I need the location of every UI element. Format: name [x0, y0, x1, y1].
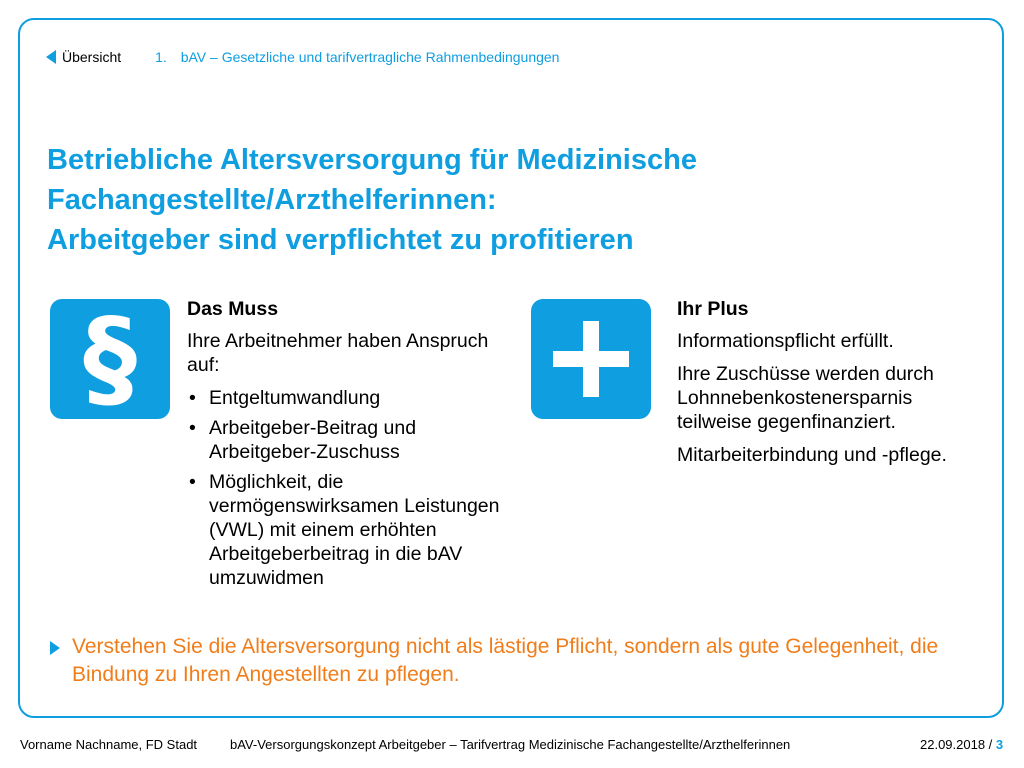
obligation-column [187, 297, 507, 596]
paragraph-sign-glyph: § [83, 296, 137, 421]
footer-author: Vorname Nachname, FD Stadt [20, 737, 198, 752]
obligation-heading: Das Muss [187, 298, 279, 320]
benefit-paragraph: Informationspflicht erfüllt. [677, 330, 894, 352]
benefit-column [677, 297, 977, 476]
obligation-intro: Ihre Arbeitnehmer haben Anspruch auf: [187, 330, 489, 376]
list-item: • Entgeltumwandlung [187, 386, 507, 410]
obligation-list [187, 386, 507, 590]
footer-date-page [920, 737, 1003, 752]
highlight-text: Verstehen Sie die Altersversorgung nicht als lästige Pflicht, sondern als gute Gelegenheit, die Bindung zu Ihren Angestellten zu pflegen. [72, 635, 939, 686]
list-item: • Arbeitgeber-Beitrag und Arbeitgeber-Zuschuss [187, 416, 507, 464]
benefit-heading: Ihr Plus [677, 298, 749, 320]
benefit-paragraph: Ihre Zuschüsse werden durch Lohnnebenkostenersparnis teilweise gegenfinanziert. [677, 363, 934, 433]
highlight-message [46, 633, 972, 689]
page-number: 3 [995, 737, 1004, 752]
breadcrumb[interactable] [155, 49, 559, 65]
title-line-3: Arbeitgeber sind verpflichtet zu profitieren [47, 224, 634, 256]
benefit-paragraph: Mitarbeiterbindung und -pflege. [677, 444, 947, 466]
overview-label: Übersicht [62, 49, 122, 65]
title-line-2: Fachangestellte/Arzthelferinnen: [47, 184, 497, 216]
paragraph-icon [50, 296, 170, 421]
footer-date: 22.09.2018 / [920, 737, 993, 752]
breadcrumb-number: 1. [155, 49, 167, 65]
title-line-1: Betriebliche Altersversorgung für Medizinische [47, 144, 697, 176]
breadcrumb-text: bAV – Gesetzliche und tarifvertragliche Rahmenbedingungen [180, 49, 560, 65]
plus-horizontal-bar [553, 351, 629, 367]
triangle-right-icon [50, 641, 60, 655]
page-title [47, 140, 947, 260]
plus-icon [531, 299, 651, 419]
overview-back-link[interactable] [46, 49, 121, 65]
triangle-left-icon [46, 50, 56, 64]
footer-document-title: bAV-Versorgungskonzept Arbeitgeber – Tarifvertrag Medizinische Fachangestellte/Arzthelferinnen [230, 737, 791, 752]
top-navigation [46, 47, 559, 67]
list-item: • Möglichkeit, die vermögenswirksamen Leistungen (VWL) mit einem erhöhten Arbeitgeberbeitrag in die bAV umzuwidmen [187, 470, 507, 590]
